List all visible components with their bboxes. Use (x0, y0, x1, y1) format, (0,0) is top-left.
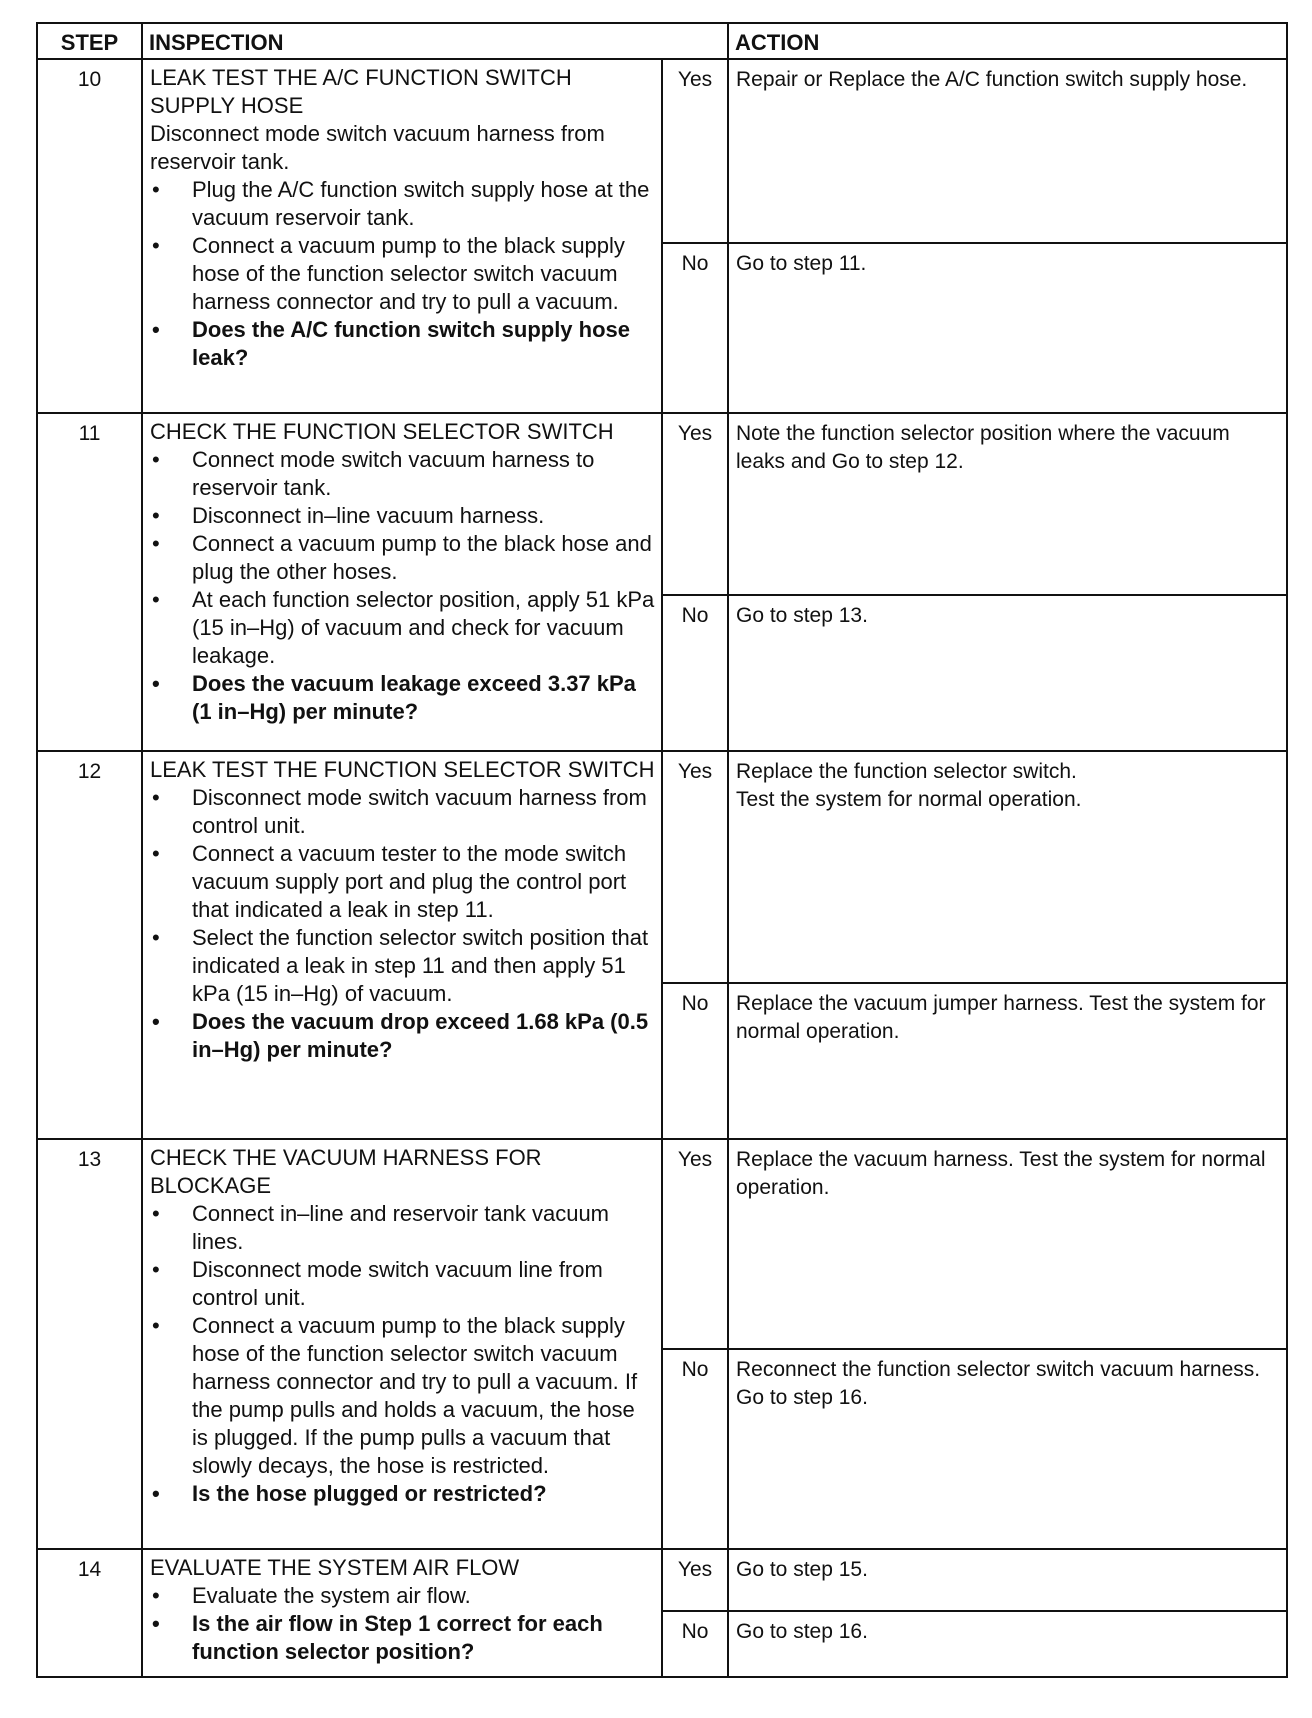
header-row (37, 23, 1287, 59)
yes-action: Replace the function selector switch. (736, 760, 1077, 783)
step-row-12-yes (37, 751, 1287, 983)
step-row-11-yes (37, 413, 1287, 595)
bullet-list (150, 784, 655, 1064)
no-action: Go to step 11. (728, 243, 1287, 413)
no-action: Go to step 13. (728, 595, 1287, 751)
step-question: • Is the hose plugged or restricted? (150, 1480, 655, 1508)
step-title: CHECK THE VACUUM HARNESS FOR BLOCKAGE (150, 1145, 542, 1198)
yes-action-cell (728, 751, 1287, 983)
step-number: 13 (37, 1139, 142, 1549)
step-row-14-yes (37, 1549, 1287, 1611)
bullet-list (150, 1200, 655, 1508)
step-header: STEP (37, 23, 142, 59)
bullet-item: • Disconnect mode switch vacuum line from control unit. (150, 1256, 655, 1312)
inspection-table (36, 22, 1288, 1678)
step-title: LEAK TEST THE A/C FUNCTION SWITCH SUPPLY HOSE (150, 65, 572, 118)
no-action: Replace the vacuum jumper harness. Test the system for normal operation. (728, 983, 1287, 1139)
step-row-10-yes (37, 59, 1287, 243)
yes-label: Yes (662, 59, 728, 243)
bullet-item: • Select the function selector switch position that indicated a leak in step 11 and then apply 51 kPa (15 in–Hg) of vacuum. (150, 924, 655, 1008)
yes-action: Repair or Replace the A/C function switch supply hose. (728, 59, 1287, 243)
yes-label: Yes (662, 751, 728, 983)
step-row-13-yes (37, 1139, 1287, 1349)
yes-label: Yes (662, 1139, 728, 1349)
inspection-cell (142, 59, 662, 413)
no-action: Reconnect the function selector switch vacuum harness. Go to step 16. (728, 1349, 1287, 1549)
yes-action-followup: Test the system for normal operation. (736, 788, 1082, 811)
step-number: 14 (37, 1549, 142, 1677)
bullet-item: • Disconnect mode switch vacuum harness from control unit. (150, 784, 655, 840)
no-label: No (662, 983, 728, 1139)
inspection-cell (142, 1549, 662, 1677)
bullet-list (150, 446, 655, 726)
no-label: No (662, 1349, 728, 1549)
bullet-item: • Connect a vacuum pump to the black hose and plug the other hoses. (150, 530, 655, 586)
action-header: ACTION (728, 23, 1287, 59)
step-title: EVALUATE THE SYSTEM AIR FLOW (150, 1555, 520, 1580)
yes-action: Note the function selector position where the vacuum leaks and Go to step 12. (728, 413, 1287, 595)
step-question: • Is the air flow in Step 1 correct for each function selector position? (150, 1610, 655, 1666)
no-label: No (662, 243, 728, 413)
bullet-list (150, 1582, 655, 1666)
bullet-item: • Evaluate the system air flow. (150, 1582, 655, 1610)
bullet-item: • Connect a vacuum pump to the black supply hose of the function selector switch vacuum harness connector and try to pull a vacuum. If the pump pulls and holds a vacuum, the hose is plugged. If the pump pulls a vacuum that slowly decays, the hose is restricted. (150, 1312, 655, 1480)
bullet-item: • Connect a vacuum tester to the mode switch vacuum supply port and plug the control port that indicated a leak in step 11. (150, 840, 655, 924)
bullet-item: • Connect in–line and reservoir tank vacuum lines. (150, 1200, 655, 1256)
no-label: No (662, 595, 728, 751)
yes-action: Go to step 15. (728, 1549, 1287, 1611)
step-number: 11 (37, 413, 142, 751)
bullet-item: • At each function selector position, apply 51 kPa (15 in–Hg) of vacuum and check for vacuum leakage. (150, 586, 655, 670)
inspection-cell (142, 413, 662, 751)
inspection-header: INSPECTION (142, 23, 728, 59)
step-question: • Does the vacuum drop exceed 1.68 kPa (0.5 in–Hg) per minute? (150, 1008, 655, 1064)
inspection-cell (142, 751, 662, 1139)
step-question: • Does the vacuum leakage exceed 3.37 kPa (1 in–Hg) per minute? (150, 670, 655, 726)
step-title: CHECK THE FUNCTION SELECTOR SWITCH (150, 419, 614, 444)
step-number: 12 (37, 751, 142, 1139)
bullet-item: • Connect mode switch vacuum harness to reservoir tank. (150, 446, 655, 502)
yes-label: Yes (662, 413, 728, 595)
step-question: • Does the A/C function switch supply hose leak? (150, 316, 655, 372)
yes-label: Yes (662, 1549, 728, 1611)
bullet-list (150, 176, 655, 372)
bullet-item: • Disconnect in–line vacuum harness. (150, 502, 655, 530)
bullet-item: • Connect a vacuum pump to the black supply hose of the function selector switch vacuum harness connector and try to pull a vacuum. (150, 232, 655, 316)
inspection-cell (142, 1139, 662, 1549)
yes-action: Replace the vacuum harness. Test the system for normal operation. (728, 1139, 1287, 1349)
step-intro: Disconnect mode switch vacuum harness from reservoir tank. (150, 121, 605, 174)
bullet-item: • Plug the A/C function switch supply hose at the vacuum reservoir tank. (150, 176, 655, 232)
diagnostic-procedure-table (36, 22, 1286, 1678)
no-label: No (662, 1611, 728, 1677)
step-number: 10 (37, 59, 142, 413)
no-action: Go to step 16. (728, 1611, 1287, 1677)
step-title: LEAK TEST THE FUNCTION SELECTOR SWITCH (150, 757, 655, 782)
